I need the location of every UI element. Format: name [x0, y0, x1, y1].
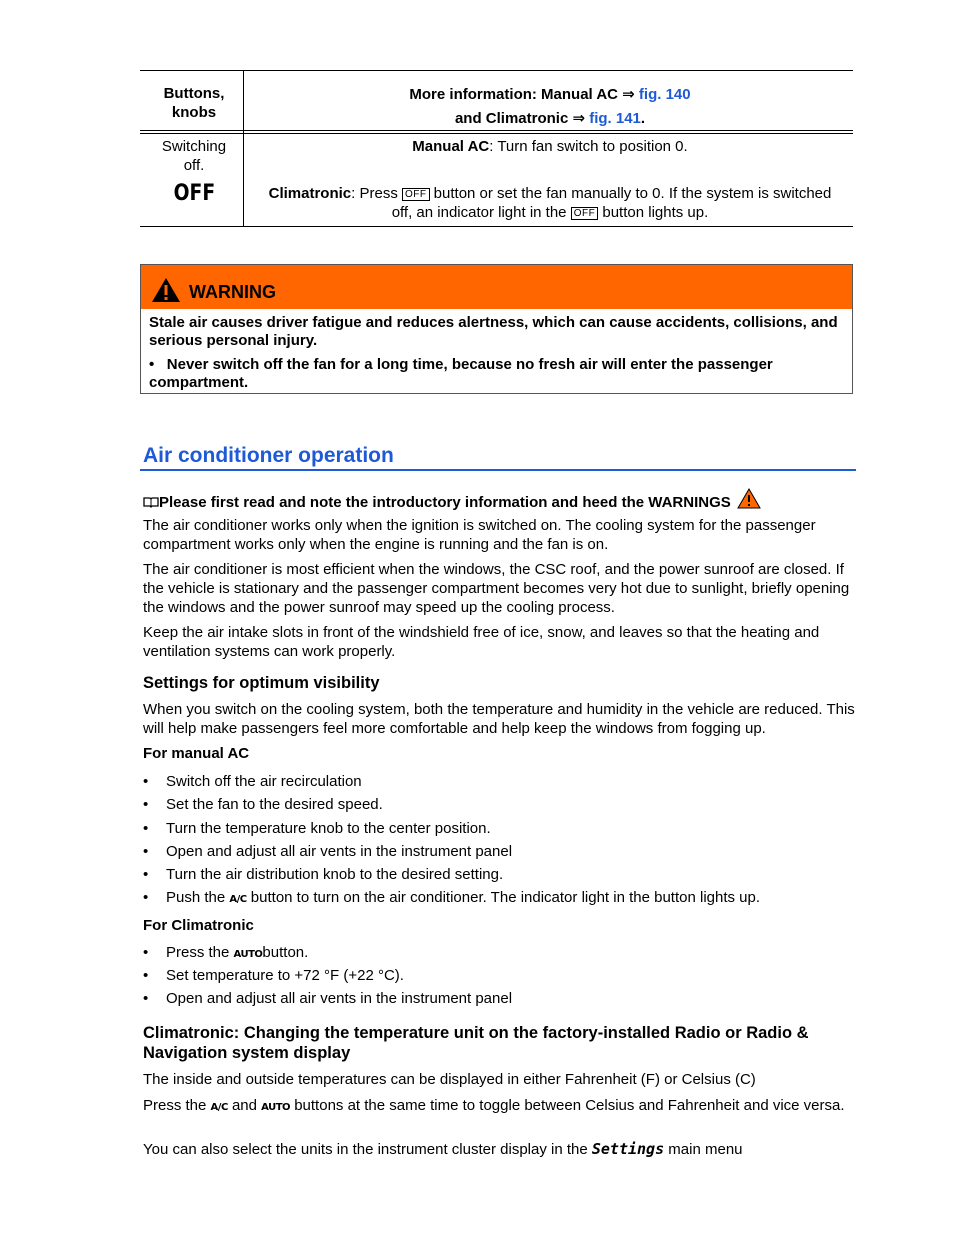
list-item: • Push the A/C button to turn on the air conditioner. The indicator light in the button lights up. [143, 889, 761, 906]
intro-note: Please first read and note the introductory information and heed the WARNINGS [143, 488, 858, 512]
table-column-divider [243, 71, 244, 226]
settings-menu-label: Settings [591, 1140, 665, 1158]
auto-button-icon: AUTO [261, 1102, 291, 1113]
table-header-more-info: More information: Manual AC ⇒ fig. 140 [409, 86, 691, 103]
list-item: • Open and adjust all air vents in the instrument panel [143, 843, 513, 860]
paragraph: Press the A/C and AUTO buttons at the same time to toggle between Celsius and Fahrenheit and vice versa. [143, 1097, 845, 1114]
table-header-rule-2 [140, 133, 853, 134]
table-header-climatronic: and Climatronic ⇒ fig. 141. [454, 110, 646, 127]
section-title: Air conditioner operation [143, 444, 394, 467]
table-top-rule [140, 70, 853, 71]
row-label-switching-off: Switching off. [161, 138, 227, 174]
list-item: • Switch off the air recirculation [143, 773, 362, 790]
fig-141-link[interactable]: fig. 141 [589, 110, 641, 127]
paragraph: Keep the air intake slots in front of the windshield free of ice, snow, and leaves so that the heating and ventilation systems can work properly. [143, 624, 820, 660]
table-header-rule [140, 130, 853, 131]
list-item: • Set the fan to the desired speed. [143, 796, 383, 813]
paragraph: The air conditioner is most efficient when the windows, the CSC roof, and the power sunroof are closed. If the vehicle is stationary and the passenger compartment becomes very hot due to sunlight, briefly opening the windows and the power sunroof may speed up the cooling process. [143, 561, 850, 616]
paragraph: When you switch on the cooling system, both the temperature and humidity in the vehicle are reduced. This will help make passengers feel more comfortable and help keep the windows from fogging up. [143, 701, 855, 737]
auto-button-icon: AUTO [233, 949, 263, 960]
section-title-rule [140, 469, 856, 471]
warning-triangle-icon [151, 277, 181, 303]
warning-text: Stale air causes driver fatigue and reduces alertness, which can cause accidents, collisions, and serious personal injury. [149, 314, 838, 349]
subheading-visibility: Settings for optimum visibility [143, 674, 380, 692]
warning-header [141, 265, 852, 309]
table-bottom-rule [140, 226, 853, 227]
list-item: • Press the AUTObutton. [143, 944, 309, 961]
off-key-icon: OFF [571, 207, 599, 220]
ac-button-icon: A/C [210, 1102, 228, 1113]
paragraph: You can also select the units in the instrument cluster display in the Settings main menu [143, 1140, 743, 1158]
warning-title: WARNING [189, 282, 276, 302]
climatronic-instruction: Climatronic: Press OFF button or set the fan manually to 0. If the system is switched off, an indicator light in the OFF button lights up. [268, 185, 832, 221]
subheading-temperature-unit: Climatronic: Changing the temperature unit on the factory-installed Radio or Radio & Navigation system display [143, 1024, 809, 1062]
warning-box [140, 264, 853, 394]
off-button-icon: OFF [173, 181, 215, 206]
manual-ac-heading: For manual AC [143, 745, 250, 762]
list-item: • Turn the temperature knob to the center position. [143, 820, 491, 837]
list-item: • Open and adjust all air vents in the instrument panel [143, 990, 513, 1007]
list-item: • Set temperature to +72 °F (+22 °C). [143, 967, 404, 984]
off-key-icon: OFF [402, 188, 430, 201]
list-item: • Turn the air distribution knob to the desired setting. [143, 866, 504, 883]
paragraph: The inside and outside temperatures can be displayed in either Fahrenheit (F) or Celsius (C) [143, 1071, 756, 1088]
paragraph: The air conditioner works only when the ignition is switched on. The cooling system for the passenger compartment works only when the engine is running and the fan is on. [143, 517, 816, 553]
warning-bullet-item: • Never switch off the fan for a long time, because no fresh air will enter the passenger compartment. [149, 356, 773, 391]
warning-triangle-icon [737, 488, 761, 509]
climatronic-heading: For Climatronic [143, 917, 254, 934]
ac-button-icon: A/C [229, 894, 247, 905]
warning-body [149, 314, 839, 398]
manual-ac-instruction: Manual AC: Turn fan switch to position 0. [412, 138, 688, 155]
table-header-buttons-knobs: Buttons, knobs [163, 85, 225, 121]
book-icon [143, 496, 159, 508]
fig-140-link[interactable]: fig. 140 [638, 86, 691, 103]
